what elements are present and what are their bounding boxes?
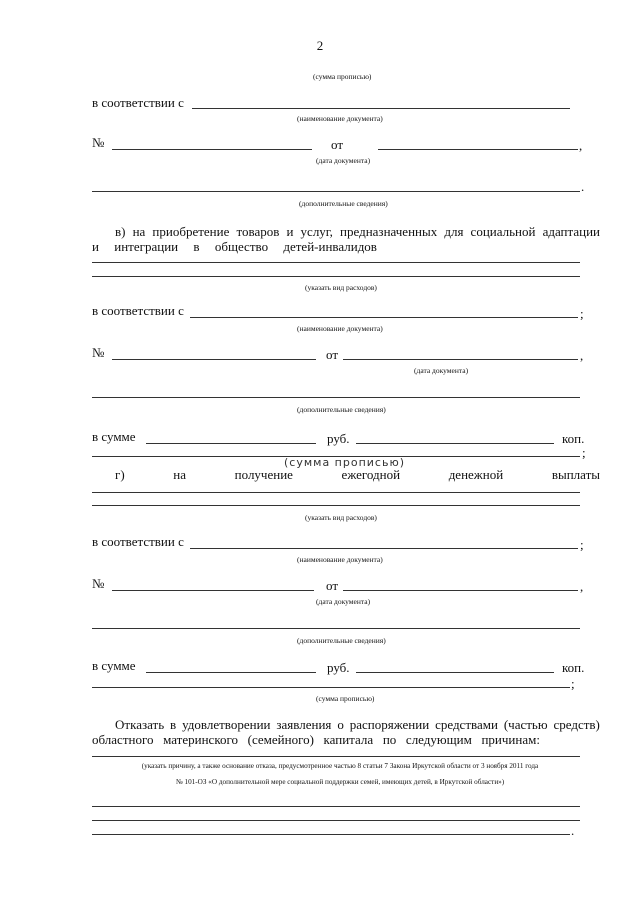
word: распоряжении: [349, 717, 430, 732]
word: для: [444, 224, 464, 239]
line-expense-g-2[interactable]: [92, 505, 580, 506]
line-kop-3[interactable]: [356, 672, 554, 673]
word: предназначенных: [340, 224, 438, 239]
line-additional-3[interactable]: [92, 628, 580, 629]
label-according-2: в соответствии с: [92, 303, 184, 318]
semicolon-sum-2: ;: [582, 445, 586, 460]
word: на: [173, 467, 187, 482]
word: выплаты: [551, 467, 600, 482]
line-according-3[interactable]: [190, 548, 578, 549]
caption-sum-words-3: (сумма прописью): [316, 694, 375, 703]
refuse-line2: [92, 733, 540, 747]
word: областного: [92, 732, 154, 747]
label-according-3: в соответствии с: [92, 534, 184, 549]
word: Отказать: [115, 717, 165, 732]
label-from-3: от: [326, 578, 339, 593]
word: детей-инвалидов: [283, 239, 377, 254]
word: (семейного): [247, 732, 314, 747]
word: адаптации: [542, 224, 600, 239]
word: (частью: [503, 717, 548, 732]
label-kop-3: коп.: [562, 660, 585, 675]
caption-doc-date-3: (дата документа): [316, 597, 371, 606]
refuse-line1: [115, 718, 600, 732]
label-rub-2: руб.: [327, 431, 350, 446]
word: в): [115, 224, 126, 239]
word: заявления: [276, 717, 332, 732]
word: общество: [214, 239, 269, 254]
line-kop-2[interactable]: [356, 443, 554, 444]
label-number-3: №: [92, 576, 105, 591]
section-v-line1: [115, 225, 600, 239]
word: в: [170, 717, 177, 732]
caption-doc-date-2: (дата документа): [414, 366, 469, 375]
line-additional-2[interactable]: [92, 397, 580, 398]
caption-doc-name-1: (наименование документа): [297, 114, 383, 123]
word: средств): [553, 717, 600, 732]
line-reason-0[interactable]: [92, 756, 580, 757]
line-reason-3[interactable]: [92, 834, 570, 835]
word: о: [337, 717, 344, 732]
section-g-line: [115, 468, 600, 482]
line-date-2[interactable]: [343, 359, 578, 360]
caption-reason-1: (указать причину, а также основание отказа, предусмотренное частью 8 статьи 7 Закона Иркутской области от 3 ноября 2011 года: [141, 762, 539, 770]
label-kop-2: коп.: [562, 431, 585, 446]
comma-2: ,: [580, 348, 584, 363]
label-amount-3: в сумме: [92, 658, 136, 673]
label-according-1: в соответствии с: [92, 95, 184, 110]
page-number: 2: [316, 38, 324, 53]
word: интеграции: [114, 239, 179, 254]
line-reason-2[interactable]: [92, 820, 580, 821]
semicolon-sum-3: ;: [571, 676, 575, 691]
word: удовлетворении: [182, 717, 271, 732]
line-reason-1[interactable]: [92, 806, 580, 807]
label-from-1: от: [331, 137, 344, 152]
line-number-1[interactable]: [112, 149, 312, 150]
word: социальной: [470, 224, 536, 239]
line-rub-2[interactable]: [146, 443, 316, 444]
word: в: [193, 239, 200, 254]
dot-1: .: [581, 179, 585, 194]
caption-doc-name-2: (наименование документа): [297, 324, 383, 333]
line-number-2[interactable]: [112, 359, 316, 360]
line-rub-3[interactable]: [146, 672, 316, 673]
word: г): [115, 467, 125, 482]
word: на: [132, 224, 146, 239]
label-number-2: №: [92, 345, 105, 360]
line-additional-1[interactable]: [92, 191, 580, 192]
word: по: [382, 732, 397, 747]
semicolon-3: ;: [580, 537, 584, 552]
caption-expense-type-g: (указать вид расходов): [305, 513, 377, 522]
line-expense-v-1[interactable]: [92, 262, 580, 263]
dot-reason: .: [571, 823, 575, 838]
line-date-3[interactable]: [343, 590, 578, 591]
word: следующим: [405, 732, 472, 747]
comma-3: ,: [580, 579, 584, 594]
label-number-1: №: [92, 135, 105, 150]
line-expense-v-2[interactable]: [92, 276, 580, 277]
word: капитала: [323, 732, 374, 747]
word: денежной: [448, 467, 504, 482]
word: и: [92, 239, 99, 254]
section-v-line2: [92, 240, 377, 254]
word: товаров: [236, 224, 280, 239]
line-number-3[interactable]: [112, 590, 314, 591]
word: средствами: [435, 717, 498, 732]
word: получение: [234, 467, 293, 482]
caption-additional-1: (дополнительные сведения): [299, 199, 388, 208]
caption-reason-2: № 101-ОЗ «О дополнительной мере социальной поддержки семей, имеющих детей, в Иркутской области»): [175, 778, 505, 786]
caption-doc-name-3: (наименование документа): [297, 555, 383, 564]
word: услуг,: [300, 224, 333, 239]
line-sum-words-3[interactable]: [92, 687, 570, 688]
label-amount-2: в сумме: [92, 429, 136, 444]
line-according-1[interactable]: [192, 108, 570, 109]
word: приобретение: [152, 224, 230, 239]
line-expense-g-1[interactable]: [92, 492, 580, 493]
caption-doc-date-1: (дата документа): [316, 156, 371, 165]
word: материнского: [163, 732, 238, 747]
caption-expense-type-v: (указать вид расходов): [305, 283, 377, 292]
line-according-2[interactable]: [190, 317, 578, 318]
word: ежегодной: [341, 467, 401, 482]
word: и: [286, 224, 294, 239]
semicolon-2: ;: [580, 306, 584, 321]
caption-additional-2: (дополнительные сведения): [297, 405, 386, 414]
caption-additional-3: (дополнительные сведения): [297, 636, 386, 645]
label-rub-3: руб.: [327, 660, 350, 675]
hint-sum-words-2: (сумма прописью): [284, 456, 406, 469]
comma-1: ,: [579, 138, 583, 153]
word: причинам:: [481, 732, 540, 747]
line-date-1[interactable]: [378, 149, 578, 150]
caption-sum-words-top: (сумма прописью): [313, 72, 372, 81]
label-from-2: от: [326, 347, 339, 362]
